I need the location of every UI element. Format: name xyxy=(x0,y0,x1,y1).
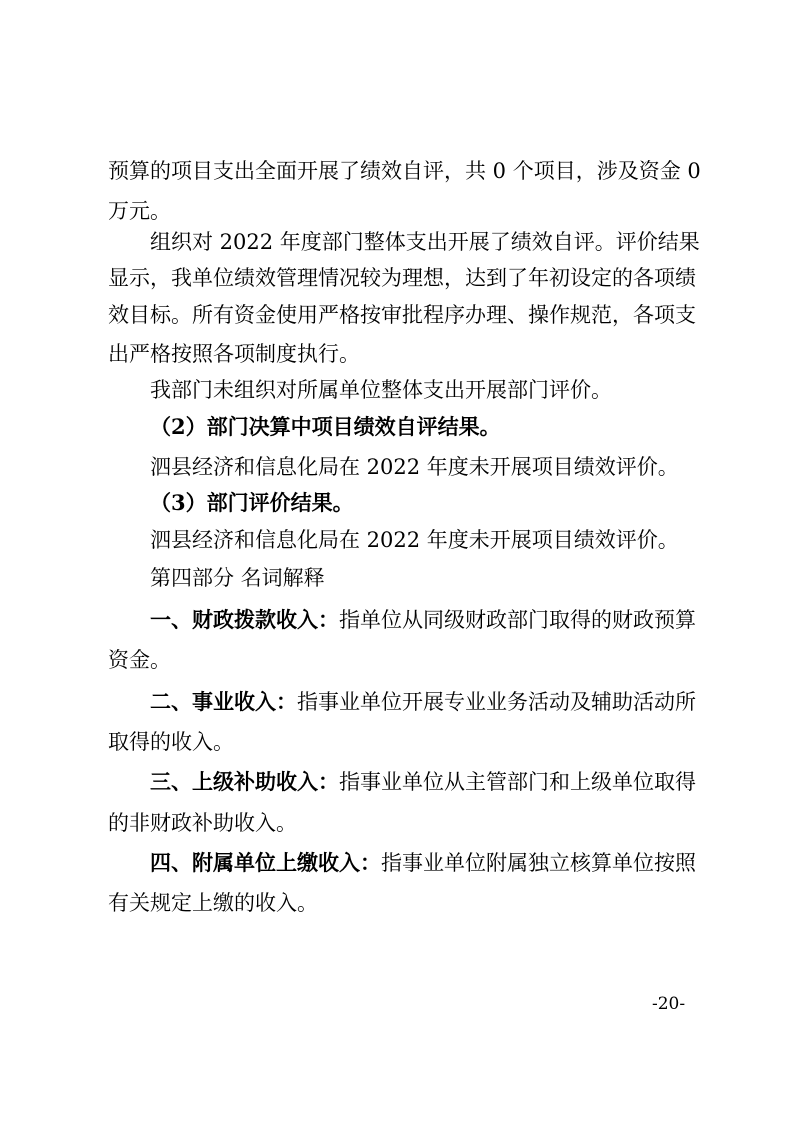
paragraph-line: 取得的收入。 xyxy=(108,730,234,754)
paragraph-line: 泗县经济和信息化局在 2022 年度未开展项目绩效评价。 xyxy=(150,455,679,479)
term-text: 指事业单位开展专业业务活动及辅助活动所 xyxy=(297,690,696,714)
term-label: 四、附属单位上缴收入： xyxy=(150,850,381,875)
section-heading: 第四部分 名词解释 xyxy=(150,566,325,590)
paragraph-line: 泗县经济和信息化局在 2022 年度未开展项目绩效评价。 xyxy=(150,528,679,552)
paragraph-line: 我部门未组织对所属单位整体支出开展部门评价。 xyxy=(150,378,612,402)
term-definition xyxy=(0,605,793,635)
paragraph-line: 的非财政补助收入。 xyxy=(108,811,297,835)
paragraph-line: 显示，我单位绩效管理情况较为理想，达到了年初设定的各项绩 xyxy=(108,266,696,290)
term-definition xyxy=(0,848,793,878)
term-definition xyxy=(0,687,793,717)
subheading: （3）部门评价结果。 xyxy=(150,490,354,515)
term-definition xyxy=(0,767,793,797)
term-text: 指事业单位附属独立核算单位按照 xyxy=(381,851,696,875)
paragraph-line: 万元。 xyxy=(108,199,171,223)
paragraph-line: 有关规定上缴的收入。 xyxy=(108,891,318,915)
term-label: 一、财政拨款收入： xyxy=(150,607,339,632)
paragraph-line: 预算的项目支出全面开展了绩效自评，共 0 个项目，涉及资金 0 xyxy=(108,159,701,183)
paragraph-line: 组织对 2022 年度部门整体支出开展了绩效自评。评价结果 xyxy=(150,230,700,254)
paragraph-line: 效目标。所有资金使用严格按审批程序办理、操作规范，各项支 xyxy=(108,303,696,327)
paragraph-line: 资金。 xyxy=(108,648,171,672)
term-text: 指事业单位从主管部门和上级单位取得 xyxy=(339,770,696,794)
term-text: 指单位从同级财政部门取得的财政预算 xyxy=(339,608,696,632)
paragraph-line: 出严格按照各项制度执行。 xyxy=(108,342,360,366)
term-label: 二、事业收入： xyxy=(150,689,297,714)
subheading: （2）部门决算中项目绩效自评结果。 xyxy=(150,414,501,439)
page-number: -20- xyxy=(652,994,686,1014)
term-label: 三、上级补助收入： xyxy=(150,769,339,794)
